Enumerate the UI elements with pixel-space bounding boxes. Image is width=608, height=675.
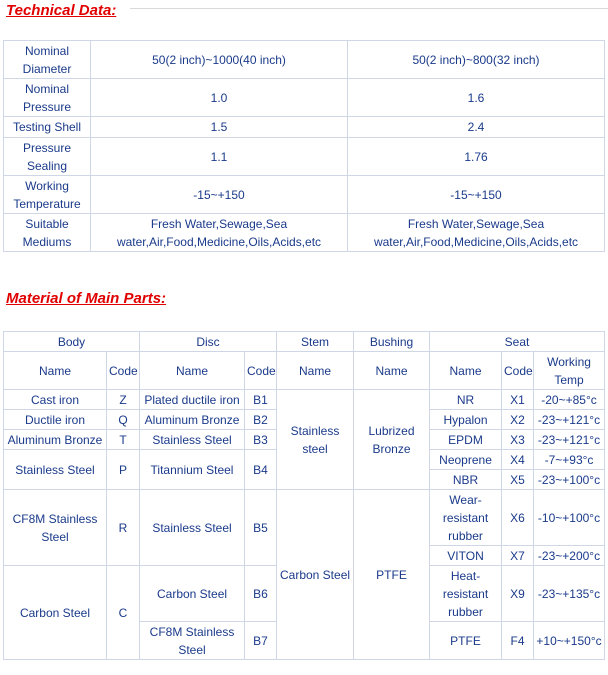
body-code: P: [107, 450, 140, 490]
disc-name: CF8M Stainless Steel: [140, 622, 245, 660]
seat-code: X1: [502, 390, 534, 410]
seat-temp: -23~+135°c: [534, 566, 605, 622]
subheader-name: Name: [4, 352, 107, 390]
header-body: Body: [4, 332, 140, 352]
subheader-code: Code: [502, 352, 534, 390]
stem-material: Stainless steel: [277, 390, 354, 490]
seat-code: X4: [502, 450, 534, 470]
value-cell: 50(2 inch)~1000(40 inch): [91, 41, 348, 79]
seat-name: Hypalon: [430, 410, 502, 430]
seat-temp: -23~+121°c: [534, 410, 605, 430]
subheader-name: Name: [354, 352, 430, 390]
bushing-material: Lubrized Bronze: [354, 390, 430, 490]
table-row: [4, 79, 605, 117]
seat-temp: -20~+85°c: [534, 390, 605, 410]
seat-code: X5: [502, 470, 534, 490]
seat-code: X2: [502, 410, 534, 430]
row-label: Nominal Pressure: [4, 79, 91, 117]
subheader-name: Name: [140, 352, 245, 390]
body-code: T: [107, 430, 140, 450]
value-cell: 1.1: [91, 138, 348, 176]
value-cell: -15~+150: [348, 176, 605, 214]
table-row: [4, 490, 605, 546]
seat-name: Neoprene: [430, 450, 502, 470]
disc-code: B3: [245, 430, 277, 450]
subheader-name: Name: [277, 352, 354, 390]
subheader-working-temp: Working Temp: [534, 352, 605, 390]
body-name: Aluminum Bronze: [4, 430, 107, 450]
group-header-row: [4, 332, 605, 352]
disc-code: B1: [245, 390, 277, 410]
seat-name: PTFE: [430, 622, 502, 660]
body-name: Stainless Steel: [4, 450, 107, 490]
seat-temp: -23~+100°c: [534, 470, 605, 490]
body-name: Cast iron: [4, 390, 107, 410]
seat-temp: -23~+121°c: [534, 430, 605, 450]
value-cell: 50(2 inch)~800(32 inch): [348, 41, 605, 79]
body-name: CF8M Stainless Steel: [4, 490, 107, 566]
value-cell: 1.0: [91, 79, 348, 117]
row-label: Pressure Sealing: [4, 138, 91, 176]
value-cell: 1.5: [91, 117, 348, 138]
disc-name: Stainless Steel: [140, 430, 245, 450]
body-code: C: [107, 566, 140, 660]
disc-name: Plated ductile iron: [140, 390, 245, 410]
seat-name: Heat-resistant rubber: [430, 566, 502, 622]
header-bushing: Bushing: [354, 332, 430, 352]
seat-name: VITON: [430, 546, 502, 566]
body-name: Ductile iron: [4, 410, 107, 430]
subheader-row: [4, 352, 605, 390]
value-cell: Fresh Water,Sewage,Sea water,Air,Food,Medicine,Oils,Acids,etc: [91, 214, 348, 252]
body-code: Z: [107, 390, 140, 410]
disc-code: B7: [245, 622, 277, 660]
header-stem: Stem: [277, 332, 354, 352]
table-row: [4, 41, 605, 79]
table-row: [4, 117, 605, 138]
table-row: [4, 390, 605, 410]
table-row: [4, 176, 605, 214]
seat-temp: +10~+150°c: [534, 622, 605, 660]
body-code: R: [107, 490, 140, 566]
seat-code: X9: [502, 566, 534, 622]
value-cell: Fresh Water,Sewage,Sea water,Air,Food,Medicine,Oils,Acids,etc: [348, 214, 605, 252]
material-table: [3, 331, 605, 660]
seat-temp: -7~+93°c: [534, 450, 605, 470]
disc-name: Aluminum Bronze: [140, 410, 245, 430]
seat-code: X7: [502, 546, 534, 566]
row-label: Working Temperature: [4, 176, 91, 214]
row-label: Suitable Mediums: [4, 214, 91, 252]
seat-code: F4: [502, 622, 534, 660]
disc-name: Carbon Steel: [140, 566, 245, 622]
subheader-name: Name: [430, 352, 502, 390]
title-divider: [130, 8, 608, 9]
technical-data-title: Technical Data:: [6, 2, 117, 19]
disc-name: Titannium Steel: [140, 450, 245, 490]
row-label: Nominal Diameter: [4, 41, 91, 79]
subheader-code: Code: [245, 352, 277, 390]
body-name: Carbon Steel: [4, 566, 107, 660]
seat-temp: -23~+200°c: [534, 546, 605, 566]
bushing-material: PTFE: [354, 490, 430, 660]
seat-name: Wear-resistant rubber: [430, 490, 502, 546]
seat-temp: -10~+100°c: [534, 490, 605, 546]
seat-name: EPDM: [430, 430, 502, 450]
value-cell: 1.76: [348, 138, 605, 176]
disc-name: Stainless Steel: [140, 490, 245, 566]
seat-name: NBR: [430, 470, 502, 490]
header-disc: Disc: [140, 332, 277, 352]
technical-data-table: [3, 40, 605, 252]
row-label: Testing Shell: [4, 117, 91, 138]
body-code: Q: [107, 410, 140, 430]
table-row: [4, 138, 605, 176]
subheader-code: Code: [107, 352, 140, 390]
seat-code: X3: [502, 430, 534, 450]
table-row: [4, 214, 605, 252]
seat-name: NR: [430, 390, 502, 410]
material-title: Material of Main Parts:: [6, 290, 167, 307]
value-cell: -15~+150: [91, 176, 348, 214]
stem-material: Carbon Steel: [277, 490, 354, 660]
seat-code: X6: [502, 490, 534, 546]
value-cell: 1.6: [348, 79, 605, 117]
value-cell: 2.4: [348, 117, 605, 138]
disc-code: B4: [245, 450, 277, 490]
disc-code: B5: [245, 490, 277, 566]
disc-code: B2: [245, 410, 277, 430]
header-seat: Seat: [430, 332, 605, 352]
disc-code: B6: [245, 566, 277, 622]
